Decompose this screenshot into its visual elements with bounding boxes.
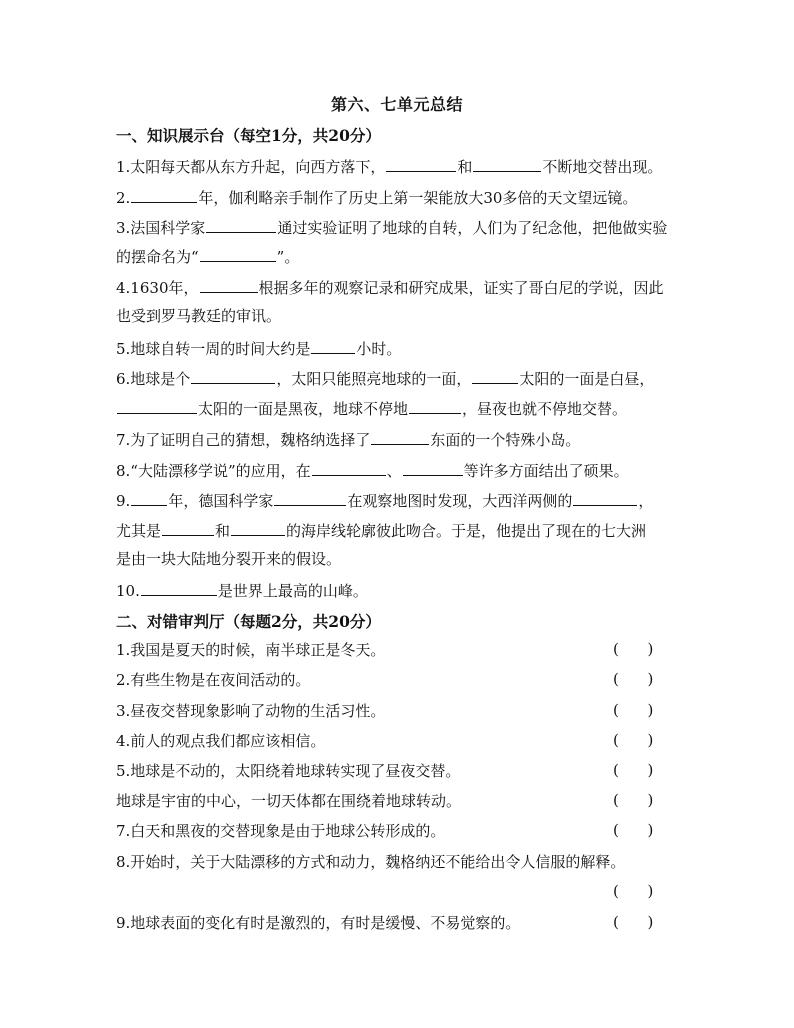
s2-item-2: 2.有些生物是在夜间活动的。 (116, 671, 311, 689)
answer-blank[interactable] (274, 490, 346, 506)
s1-line-6: 也受到罗马教廷的审讯。 (116, 307, 282, 325)
answer-blank[interactable] (200, 246, 276, 262)
s1-line-3: 3.法国科学家 通过实验证明了地球的自转，人们为了纪念他，把他做实验 (116, 219, 668, 237)
s2-item-6: 地球是宇宙的中心，一切天体都在围绕着地球转动。 (116, 792, 462, 810)
answer-paren[interactable]: ( ) (613, 640, 654, 658)
answer-paren[interactable]: ( ) (613, 913, 654, 931)
answer-blank[interactable] (141, 580, 217, 596)
answer-paren[interactable]: ( ) (613, 761, 654, 779)
s1-line-13: 尤其是 和 的海岸线轮廓彼此吻合。于是，他提出了现在的七大洲 (116, 522, 647, 540)
s2-item-8: 8.开始时，关于大陆漂移的方式和动力，魏格纳还不能给出令人信服的解释。 (116, 853, 626, 871)
answer-blank[interactable] (403, 460, 463, 476)
s2-item-9: 9.地球表面的变化有时是激烈的，有时是缓慢、不易觉察的。 (116, 914, 521, 932)
section2-heading: 二、对错审判厅（每题2分，共20分） (116, 612, 381, 631)
s1-line-7: 5.地球自转一周的时间大约是 小时。 (116, 340, 402, 358)
s1-line-10: 7.为了证明自己的猜想，魏格纳选择了 东面的一个特殊小岛。 (116, 431, 581, 449)
answer-blank[interactable] (371, 429, 429, 445)
s2-item-1: 1.我国是夏天的时候，南半球正是冬天。 (116, 641, 386, 659)
s2-item-7: 7.白天和黑夜的交替现象是由于地球公转形成的。 (116, 822, 446, 840)
s1-line-9: 太阳的一面是黑夜，地球不停地 ，昼夜也就不停地交替。 (116, 398, 686, 419)
answer-blank[interactable] (117, 398, 197, 414)
section1-heading: 一、知识展示台（每空1分，共20分） (116, 126, 381, 145)
answer-blank[interactable] (311, 338, 355, 354)
answer-paren[interactable]: ( ) (613, 821, 654, 839)
answer-paren[interactable]: ( ) (613, 701, 654, 719)
s1-line-1: 1.太阳每天都从东方升起，向西方落下， 和 不断地交替出现。 (116, 158, 663, 176)
answer-blank[interactable] (131, 490, 167, 506)
answer-paren[interactable]: ( ) (613, 791, 654, 809)
s2-item-4: 4.前人的观点我们都应该相信。 (116, 732, 326, 750)
s1-line-11: 8.“大陆漂移学说”的应用，在 、 等许多方面结出了硕果。 (116, 462, 629, 480)
answer-blank[interactable] (573, 490, 637, 506)
answer-blank[interactable] (191, 368, 275, 384)
s1-line-5: 4.1630年， 根据多年的观察记录和研究成果，证实了哥白尼的学说，因此 (116, 279, 664, 297)
answer-blank[interactable] (473, 156, 541, 172)
s2-item-3: 3.昼夜交替现象影响了动物的生活习性。 (116, 702, 386, 720)
answer-blank[interactable] (162, 520, 214, 536)
s1-line-14: 是由一块大陆地分裂开来的假设。 (116, 550, 342, 568)
answer-paren[interactable]: ( ) (613, 670, 654, 688)
answer-blank[interactable] (312, 460, 386, 476)
answer-blank[interactable] (131, 187, 197, 203)
answer-blank[interactable] (231, 520, 285, 536)
answer-blank[interactable] (409, 398, 461, 414)
s1-line-8: 6.地球是个 ，太阳只能照亮地球的一面， 太阳的一面是白昼， (116, 370, 655, 388)
page-title: 第六、七单元总结 (330, 95, 463, 114)
answer-blank[interactable] (386, 156, 456, 172)
s1-line-15: 10. 是世界上最高的山峰。 (116, 582, 368, 600)
answer-paren[interactable]: ( ) (613, 882, 654, 900)
answer-blank[interactable] (206, 217, 276, 233)
s1-line-2: 2. 年，伽利略亲手制作了历史上第一架能放大30多倍的天文望远镜。 (116, 189, 638, 207)
s2-item-5: 5.地球是不动的，太阳绕着地球转实现了昼夜交替。 (116, 762, 461, 780)
s1-line-4: 的摆命名为“ ”。 (116, 248, 300, 266)
s1-line-12: 9. 年，德国科学家 在观察地图时发现，大西洋两侧的 ， (116, 492, 654, 510)
answer-blank[interactable] (472, 368, 518, 384)
answer-paren[interactable]: ( ) (613, 731, 654, 749)
answer-blank[interactable] (200, 277, 258, 293)
